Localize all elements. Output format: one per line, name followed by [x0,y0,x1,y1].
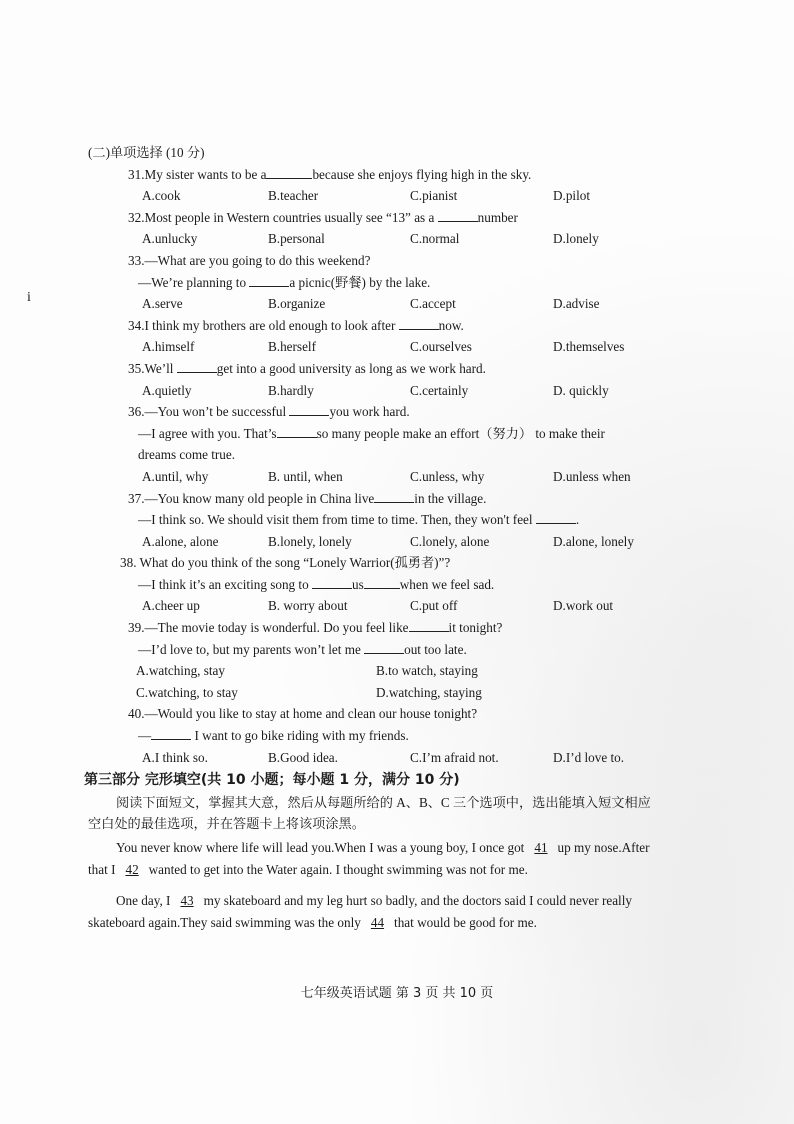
answer-blank [399,316,439,330]
question-31: 31.My sister wants to be a because she enjoys flying high in the sky. [128,166,532,182]
blank-44: 44 [370,914,385,930]
options-38: A.cheer up B. worry about C.put off D.work out [142,598,614,614]
question-36-response: —I agree with you. That’s so many people make an effort（努力） to make their [138,425,605,441]
question-35: 35.We’ll get into a good university as long as we work hard. [128,360,486,376]
answer-blank [289,402,329,416]
options-40: A.I think so. B.Good idea. C.I’m afraid not. D.I’d love to. [142,749,625,765]
passage-paragraph-2: One day, I 43 my skateboard and my leg hurt so badly, and the doctors said I could never really skateboard again.They said swimming was the only 44 that would be good for me. [88,893,632,930]
answer-blank [438,208,478,222]
answer-blank [374,489,414,503]
options-34: A.himself B.herself C.ourselves D.themselves [142,339,625,355]
question-36: 36.—You won’t be successful you work hard. [128,404,410,420]
answer-blank [364,640,404,654]
question-40-response: — I want to go bike riding with my friends. [138,728,409,744]
answer-blank [277,424,317,438]
margin-mark: i [27,290,31,305]
options-35: A.quietly B.hardly C.certainly D. quickly [142,382,609,398]
question-37-response: —I think so. We should visit them from time to time. Then, they won't feel . [138,512,580,528]
options-39-row2: C.watching, to stay D.watching, staying [136,684,482,700]
options-32: A.unlucky B.personal C.normal D.lonely [142,231,599,247]
blank-42: 42 [125,861,139,877]
answer-blank [536,510,576,524]
answer-blank [409,618,449,632]
question-38: 38. What do you think of the song “Lonely Warrior(孤勇者)”? [120,555,451,571]
part3-instruction: 阅读下面短文，掌握其大意，然后从每题所给的 A、B、C 三个选项中，选出能填入短文相应空白处的最佳选项，并在答题卡上将该项涂黑。 [88,794,651,832]
options-33: A.serve B.organize C.accept D.advise [142,296,600,312]
question-37: 37.—You know many old people in China live in the village. [128,490,487,506]
answer-blank [177,359,217,373]
question-39: 39.—The movie today is wonderful. Do you feel like it tonight? [128,620,503,636]
part3-title: 第三部分 完形填空(共 10 小题；每小题 1 分，满分 10 分) [84,772,460,789]
options-31: A.cook B.teacher C.pianist D.pilot [142,188,590,204]
options-39-row1: A.watching, stay B.to watch, staying [136,663,478,679]
answer-blank [151,726,191,740]
question-39-response: —I’d love to, but my parents won’t let me out too late. [138,641,467,657]
question-40: 40.—Would you like to stay at home and clean our house tonight? [128,706,478,722]
passage-paragraph-1: You never know where life will lead you.When I was a young boy, I once got 41 up my nose.After that I 42 wanted to get into the Water again. I thought swimming was not for me. [88,840,650,877]
blank-41: 41 [534,840,548,855]
options-37: A.alone, alone B.lonely, lonely C.lonely, alone D.alone, lonely [142,533,634,549]
options-36: A.until, why B. until, when C.unless, why D.unless when [142,468,631,484]
answer-blank [266,165,312,179]
blank-43: 43 [180,893,194,909]
question-36-response-cont: dreams come true. [138,447,236,463]
question-32: 32.Most people in Western countries usually see “13” as a number [128,209,518,225]
question-34: 34.I think my brothers are old enough to look after now. [128,317,464,333]
answer-blank [364,575,400,589]
answer-blank [312,575,352,589]
page-footer: 七年级英语试题 第 3 页 共 10 页 [300,986,494,1001]
question-38-response: —I think it’s an exciting song to us when we feel sad. [138,576,495,592]
answer-blank [249,273,289,287]
exam-content [84,142,660,933]
section-title: (二)单项选择 (10 分) [88,145,205,160]
question-33: 33.—What are you going to do this weekend? [128,252,371,268]
question-33-response: —We’re planning to a picnic(野餐) by the lake. [138,274,431,290]
